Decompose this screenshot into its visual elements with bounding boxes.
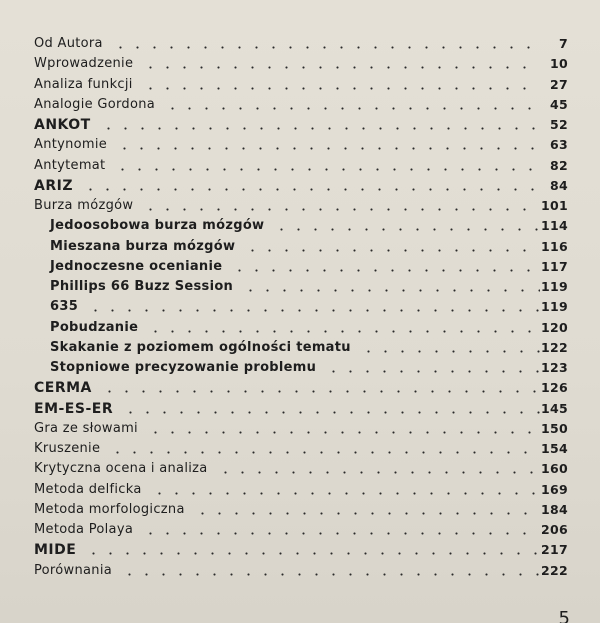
table-of-contents (0, 34, 600, 581)
toc-entry (0, 480, 600, 500)
toc-entry (0, 115, 600, 135)
toc-entry-title: Analiza funkcji (34, 76, 133, 92)
toc-entry-page: 120 (541, 319, 568, 335)
toc-entry (0, 378, 600, 398)
toc-entry-title: Antynomie (34, 137, 108, 153)
toc-subentry (0, 297, 600, 317)
toc-entry (0, 500, 600, 520)
toc-entry-title: EM-ES-ER (34, 400, 114, 417)
toc-subentry (0, 318, 600, 338)
toc-entry-page: 169 (541, 481, 568, 497)
toc-entry-title: Krytyczna ocena i analiza (34, 461, 208, 477)
dot-leader (82, 552, 540, 555)
toc-entry-title: Burza mózgów (34, 198, 134, 213)
toc-entry (0, 34, 600, 54)
toc-entry-page: 10 (550, 56, 568, 72)
dot-leader (191, 512, 540, 515)
toc-subentry (0, 277, 600, 297)
toc-entry-page: 123 (541, 360, 568, 375)
toc-entry-page: 126 (541, 380, 568, 396)
toc-entry-title: Porównania (34, 562, 112, 578)
toc-entry-title: Mieszana burza mózgów (50, 238, 236, 254)
toc-entry-page: 116 (541, 238, 568, 254)
toc-entry-title: Antytemat (34, 157, 106, 173)
dot-leader (118, 573, 540, 576)
dot-leader (97, 127, 540, 130)
toc-entry (0, 399, 600, 419)
dot-leader (109, 46, 540, 49)
dot-leader (139, 66, 540, 69)
toc-entry-title: ARIZ (34, 177, 73, 194)
toc-entry-title: Analogie Gordona (34, 96, 156, 112)
toc-entry (0, 520, 600, 540)
toc-entry-page: 119 (541, 299, 568, 315)
dot-leader (84, 309, 540, 312)
toc-entry-title: Jednoczesne ocenianie (50, 258, 223, 274)
toc-entry-title: CERMA (34, 380, 92, 397)
dot-leader (144, 431, 540, 434)
toc-entry-page: 63 (550, 137, 568, 153)
toc-entry-title: Stopniowe precyzowanie problemu (50, 360, 317, 375)
dot-leader (139, 87, 540, 90)
toc-entry-title: Phillips 66 Buzz Session (50, 279, 234, 294)
toc-entry-title: Jedoosobowa burza mózgów (50, 218, 265, 234)
dot-leader (113, 147, 540, 150)
toc-entry (0, 196, 600, 216)
dot-leader (98, 390, 540, 393)
toc-entry-page: 145 (541, 400, 568, 416)
toc-entry-title: Metoda delficka (34, 481, 142, 497)
toc-entry-page: 206 (541, 522, 568, 537)
toc-entry-page: 117 (541, 258, 568, 274)
dot-leader (228, 269, 540, 272)
toc-entry-title: MIDE (34, 542, 77, 559)
dot-leader (79, 188, 540, 191)
toc-entry-title: Gra ze słowami (34, 420, 138, 436)
toc-entry-page: 222 (541, 562, 568, 578)
toc-subentry (0, 216, 600, 236)
dot-leader (144, 330, 540, 333)
dot-leader (241, 249, 540, 252)
toc-entry (0, 439, 600, 459)
toc-entry (0, 540, 600, 560)
page-number: 5 (558, 608, 570, 623)
toc-entry (0, 561, 600, 581)
toc-entry-page: 27 (550, 76, 568, 92)
toc-entry-page: 45 (550, 96, 568, 112)
toc-entry-page: 122 (541, 339, 568, 355)
toc-entry-page: 154 (541, 441, 568, 456)
toc-entry (0, 95, 600, 115)
dot-leader (357, 350, 540, 353)
toc-entry-title: Wprowadzenie (34, 56, 134, 72)
dot-leader (119, 411, 540, 414)
toc-entry-page: 150 (541, 420, 568, 436)
dot-leader (148, 492, 540, 495)
toc-entry-page: 52 (550, 117, 568, 132)
toc-entry-page: 101 (541, 198, 568, 213)
toc-entry-title: ANKOT (34, 117, 91, 133)
toc-entry-title: 635 (50, 299, 79, 315)
toc-subentry (0, 257, 600, 277)
toc-entry-page: 84 (550, 177, 568, 193)
toc-entry (0, 54, 600, 74)
toc-entry-page: 160 (541, 461, 568, 477)
toc-subentry (0, 338, 600, 358)
toc-subentry (0, 237, 600, 257)
dot-leader (322, 370, 540, 373)
dot-leader (270, 228, 540, 231)
toc-entry-page: 184 (541, 501, 568, 517)
toc-entry-title: Kruszenie (34, 441, 101, 456)
toc-entry-title: Pobudzanie (50, 319, 139, 335)
toc-entry (0, 419, 600, 439)
dot-leader (106, 451, 540, 454)
toc-entry-page: 114 (541, 218, 568, 234)
toc-entry-title: Skakanie z poziomem ogólności tematu (50, 339, 351, 355)
toc-entry (0, 176, 600, 196)
dot-leader (139, 532, 540, 535)
dot-leader (161, 107, 540, 110)
dot-leader (111, 168, 540, 171)
toc-entry (0, 459, 600, 479)
toc-entry (0, 75, 600, 95)
toc-entry-page: 82 (550, 157, 568, 173)
toc-entry-title: Metoda morfologiczna (34, 501, 185, 517)
toc-entry-page: 217 (541, 542, 568, 558)
dot-leader (239, 289, 540, 292)
toc-entry (0, 156, 600, 176)
toc-entry-page: 119 (541, 279, 568, 294)
toc-entry (0, 135, 600, 155)
toc-entry-title: Od Autora (34, 36, 103, 51)
dot-leader (214, 471, 540, 474)
dot-leader (139, 208, 540, 211)
toc-subentry (0, 358, 600, 378)
toc-entry-page: 7 (559, 36, 568, 51)
toc-entry-title: Metoda Polaya (34, 522, 134, 537)
